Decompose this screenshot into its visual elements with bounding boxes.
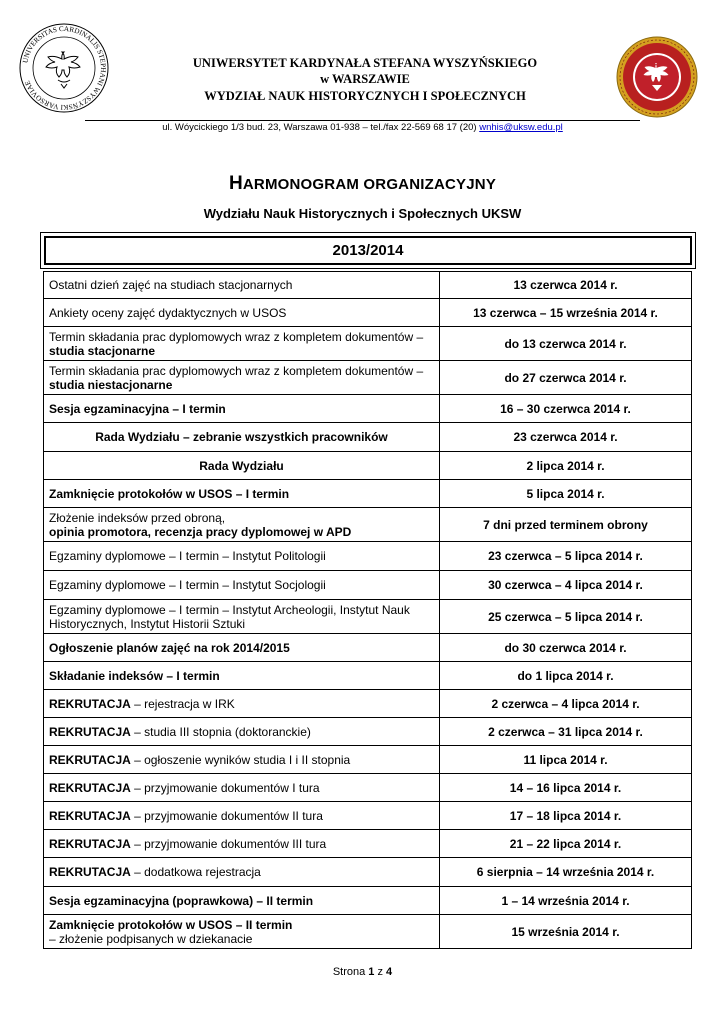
- schedule-row: [44, 452, 692, 480]
- event-text: – przyjmowanie dokumentów I tura: [130, 780, 320, 795]
- schedule-row: [44, 508, 692, 542]
- event-text: studia niestacjonarne: [49, 377, 173, 392]
- date-cell: 23 czerwca – 5 lipca 2014 r.: [440, 542, 692, 571]
- schedule-row: [44, 774, 692, 802]
- schedule-row: [44, 858, 692, 887]
- event-cell: [44, 718, 440, 746]
- date-cell: 25 czerwca – 5 lipca 2014 r.: [440, 600, 692, 634]
- event-cell: [44, 361, 440, 395]
- date-cell: 11 lipca 2014 r.: [440, 746, 692, 774]
- date-cell: 17 – 18 lipca 2014 r.: [440, 802, 692, 830]
- schedule-row: [44, 634, 692, 662]
- event-cell: [44, 887, 440, 915]
- university-seal-left: [18, 22, 110, 114]
- date-cell: do 30 czerwca 2014 r.: [440, 634, 692, 662]
- event-text: REKRUTACJA: [49, 752, 131, 767]
- schedule-row: [44, 662, 692, 690]
- event-text: Egzaminy dyplomowe – I termin – Instytut Politologii: [49, 549, 326, 563]
- schedule-row: [44, 361, 692, 395]
- event-cell: [44, 452, 440, 480]
- event-cell: [44, 327, 440, 361]
- event-text: Zamknięcie protokołów w USOS – II termin: [49, 917, 293, 932]
- schedule-row: [44, 542, 692, 571]
- title-rest: ARMONOGRAM ORGANIZACYJNY: [242, 176, 497, 193]
- event-cell: [44, 423, 440, 452]
- date-cell: 14 – 16 lipca 2014 r.: [440, 774, 692, 802]
- schedule-row: [44, 802, 692, 830]
- event-text: Rada Wydziału – zebranie wszystkich pracowników: [95, 430, 388, 444]
- event-text: Złożenie indeksów przed obroną,: [49, 510, 226, 525]
- date-cell: 13 czerwca 2014 r.: [440, 272, 692, 299]
- event-cell: [44, 802, 440, 830]
- event-cell: [44, 858, 440, 887]
- title-first-letter: H: [228, 173, 243, 194]
- address-text: ul. Wóycickiego 1/3 bud. 23, Warszawa 01-938 – tel./fax 22-569 68 17 (20): [162, 122, 480, 133]
- schedule-row: [44, 690, 692, 718]
- event-text: Termin składania prac dyplomowych wraz z kompletem dokumentów –: [49, 363, 424, 378]
- event-cell: [44, 662, 440, 690]
- event-text: REKRUTACJA: [49, 836, 131, 851]
- event-text: – rejestracja w IRK: [130, 696, 235, 711]
- date-cell: 23 czerwca 2014 r.: [440, 423, 692, 452]
- event-cell: [44, 746, 440, 774]
- footer-mid: z: [374, 966, 387, 978]
- event-text: REKRUTACJA: [49, 808, 131, 823]
- header-university-name: UNIWERSYTET KARDYNAŁA STEFANA WYSZYŃSKIEGO: [192, 56, 538, 70]
- event-text: – przyjmowanie dokumentów III tura: [130, 836, 327, 851]
- schedule-row: [44, 600, 692, 634]
- event-cell: [44, 690, 440, 718]
- event-text: Ankiety oceny zajęć dydaktycznych w USOS: [49, 305, 287, 320]
- schedule-row: [44, 327, 692, 361]
- schedule-row: [44, 272, 692, 299]
- date-cell: 2 czerwca – 31 lipca 2014 r.: [440, 718, 692, 746]
- date-cell: 15 września 2014 r.: [440, 915, 692, 949]
- event-text: – złożenie podpisanych w dziekanacie: [49, 931, 253, 946]
- event-text: Ogłoszenie planów zajęć na rok 2014/2015: [49, 640, 290, 655]
- event-cell: [44, 600, 440, 634]
- event-text: – ogłoszenie wyników studia I i II stopnia: [130, 752, 351, 767]
- event-cell: [44, 774, 440, 802]
- document-title: [0, 173, 725, 195]
- date-cell: 13 czerwca – 15 września 2014 r.: [440, 299, 692, 327]
- date-cell: 2 czerwca – 4 lipca 2014 r.: [440, 690, 692, 718]
- event-text: Sesja egzaminacyjna – I termin: [49, 401, 226, 416]
- date-cell: 21 – 22 lipca 2014 r.: [440, 830, 692, 858]
- seal-text: UNIVERSITAS CARDINALIS STEPHANI WYSZYŃSKI VARSOVIAE: [21, 24, 108, 112]
- academic-year-box: [40, 232, 696, 269]
- footer-total: 4: [386, 966, 393, 978]
- schedule-row: [44, 830, 692, 858]
- faculty-seal-right: [616, 36, 698, 118]
- event-text: REKRUTACJA: [49, 865, 131, 879]
- event-text: Egzaminy dyplomowe – I termin – Instytut Socjologii: [49, 578, 326, 592]
- schedule-row: [44, 571, 692, 600]
- page-footer: [0, 966, 725, 978]
- date-cell: 5 lipca 2014 r.: [440, 480, 692, 508]
- footer-prefix: Strona: [332, 966, 369, 978]
- event-cell: [44, 395, 440, 423]
- document-subtitle: Wydziału Nauk Historycznych i Społecznych UKSW: [203, 206, 522, 221]
- event-cell: [44, 272, 440, 299]
- event-text: – przyjmowanie dokumentów II tura: [130, 808, 323, 823]
- schedule-row: [44, 299, 692, 327]
- schedule-row: [44, 480, 692, 508]
- event-text: Rada Wydziału: [199, 458, 284, 473]
- schedule-row: [44, 423, 692, 452]
- event-text: REKRUTACJA: [49, 724, 131, 739]
- schedule-row: [44, 395, 692, 423]
- event-text: REKRUTACJA: [49, 696, 131, 711]
- date-cell: 1 – 14 września 2014 r.: [440, 887, 692, 915]
- date-cell: do 27 czerwca 2014 r.: [440, 361, 692, 395]
- academic-year: 2013/2014: [44, 236, 692, 265]
- date-cell: do 1 lipca 2014 r.: [440, 662, 692, 690]
- event-text: studia stacjonarne: [49, 343, 156, 358]
- event-cell: [44, 299, 440, 327]
- eagle-icon: [46, 52, 80, 88]
- footer-page: 1: [368, 966, 375, 978]
- date-cell: 16 – 30 czerwca 2014 r.: [440, 395, 692, 423]
- event-cell: [44, 542, 440, 571]
- date-cell: 2 lipca 2014 r.: [440, 452, 692, 480]
- event-text: Składanie indeksów – I termin: [49, 668, 220, 683]
- event-text: Ostatni dzień zajęć na studiach stacjonarnych: [49, 278, 293, 292]
- event-text: Sesja egzaminacyjna (poprawkowa) – II termin: [49, 893, 314, 908]
- date-cell: do 13 czerwca 2014 r.: [440, 327, 692, 361]
- event-text: – studia III stopnia (doktoranckie): [130, 724, 311, 739]
- date-cell: 6 sierpnia – 14 września 2014 r.: [440, 858, 692, 887]
- header-divider: [85, 120, 640, 121]
- header-city: w WARSZAWIE: [320, 72, 410, 86]
- schedule-row: [44, 887, 692, 915]
- schedule-row: [44, 746, 692, 774]
- header-address: [85, 122, 640, 133]
- event-cell: [44, 634, 440, 662]
- event-cell: [44, 480, 440, 508]
- schedule-row: [44, 915, 692, 949]
- event-cell: [44, 571, 440, 600]
- header-faculty: WYDZIAŁ NAUK HISTORYCZNYCH I SPOŁECZNYCH: [204, 89, 526, 103]
- email-link[interactable]: wnhis@uksw.edu.pl: [479, 122, 563, 133]
- event-text: opinia promotora, recenzja pracy dyplomowej w APD: [49, 524, 352, 539]
- event-text: Egzaminy dyplomowe – I termin – Instytut Archeologii, Instytut Nauk Historycznych, Instytut Historii Sztuki: [49, 602, 410, 631]
- event-cell: [44, 915, 440, 949]
- schedule-row: [44, 718, 692, 746]
- event-cell: [44, 830, 440, 858]
- date-cell: 30 czerwca – 4 lipca 2014 r.: [440, 571, 692, 600]
- event-text: – dodatkowa rejestracja: [130, 865, 261, 879]
- event-cell: [44, 508, 440, 542]
- event-text: Termin składania prac dyplomowych wraz z kompletem dokumentów –: [49, 329, 424, 344]
- schedule-table: [43, 271, 692, 949]
- date-cell: 7 dni przed terminem obrony: [440, 508, 692, 542]
- event-text: REKRUTACJA: [49, 780, 131, 795]
- event-text: Zamknięcie protokołów w USOS – I termin: [49, 486, 290, 501]
